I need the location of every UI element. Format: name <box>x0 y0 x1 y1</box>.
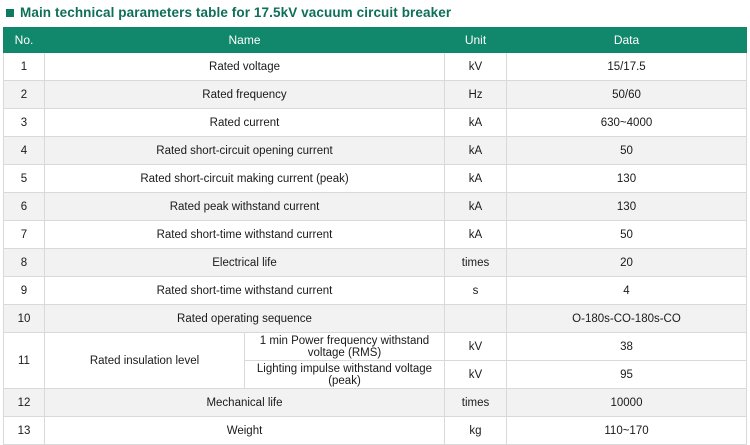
cell-name: Rated frequency <box>45 81 445 109</box>
cell-unit: kA <box>445 137 507 165</box>
table-row <box>4 81 747 109</box>
cell-data: 15/17.5 <box>507 53 747 81</box>
cell-name: Rated peak withstand current <box>45 193 445 221</box>
cell-data: 4 <box>507 277 747 305</box>
table-header-row <box>4 28 747 53</box>
cell-no: 8 <box>4 249 45 277</box>
cell-no: 5 <box>4 165 45 193</box>
table-header <box>4 28 747 53</box>
table-row <box>4 137 747 165</box>
table-row-group-first <box>4 333 747 361</box>
cell-name: Lighting impulse withstand voltage (peak) <box>245 361 445 389</box>
cell-name: Rated short-circuit making current (peak) <box>45 165 445 193</box>
cell-unit: times <box>445 249 507 277</box>
cell-data: 630~4000 <box>507 109 747 137</box>
cell-data: 50 <box>507 221 747 249</box>
cell-data: 50 <box>507 137 747 165</box>
cell-name: Electrical life <box>45 249 445 277</box>
table-row <box>4 221 747 249</box>
page-title-text: Main technical parameters table for 17.5kV vacuum circuit breaker <box>20 5 452 20</box>
cell-no: 2 <box>4 81 45 109</box>
cell-unit: kA <box>445 221 507 249</box>
cell-name: Rated short-time withstand current <box>45 277 445 305</box>
cell-data: 130 <box>507 193 747 221</box>
cell-unit: Hz <box>445 81 507 109</box>
bullet-icon <box>6 9 14 17</box>
technical-parameters-table <box>3 27 747 445</box>
cell-unit: s <box>445 277 507 305</box>
cell-unit: kg <box>445 417 507 445</box>
cell-data: 20 <box>507 249 747 277</box>
cell-no: 3 <box>4 109 45 137</box>
cell-no: 12 <box>4 389 45 417</box>
column-header-name: Name <box>45 28 445 53</box>
cell-name: 1 min Power frequency withstand voltage (RMS) <box>245 333 445 361</box>
cell-name: Rated voltage <box>45 53 445 81</box>
table-row <box>4 193 747 221</box>
cell-data: 130 <box>507 165 747 193</box>
cell-no: 9 <box>4 277 45 305</box>
table-row <box>4 305 747 333</box>
cell-no: 13 <box>4 417 45 445</box>
cell-unit: kV <box>445 333 507 361</box>
cell-data: 10000 <box>507 389 747 417</box>
table-body <box>4 53 747 445</box>
cell-unit: times <box>445 389 507 417</box>
cell-name: Rated short-circuit opening current <box>45 137 445 165</box>
cell-name: Rated current <box>45 109 445 137</box>
cell-data: 95 <box>507 361 747 389</box>
cell-no: 4 <box>4 137 45 165</box>
cell-no: 6 <box>4 193 45 221</box>
cell-data: O-180s-CO-180s-CO <box>507 305 747 333</box>
page-title <box>0 0 750 25</box>
table-row <box>4 165 747 193</box>
cell-group-label: Rated insulation level <box>45 333 245 389</box>
cell-unit: kV <box>445 53 507 81</box>
table-row <box>4 249 747 277</box>
cell-unit <box>445 305 507 333</box>
cell-data: 110~170 <box>507 417 747 445</box>
cell-no: 1 <box>4 53 45 81</box>
cell-unit: kV <box>445 361 507 389</box>
cell-name: Rated operating sequence <box>45 305 445 333</box>
column-header-no: No. <box>4 28 45 53</box>
table-row <box>4 109 747 137</box>
column-header-data: Data <box>507 28 747 53</box>
table-row <box>4 417 747 445</box>
cell-name: Rated short-time withstand current <box>45 221 445 249</box>
table-row <box>4 53 747 81</box>
cell-no: 10 <box>4 305 45 333</box>
cell-data: 38 <box>507 333 747 361</box>
cell-unit: kA <box>445 165 507 193</box>
table-row <box>4 277 747 305</box>
cell-name: Mechanical life <box>45 389 445 417</box>
cell-no: 7 <box>4 221 45 249</box>
column-header-unit: Unit <box>445 28 507 53</box>
cell-name: Weight <box>45 417 445 445</box>
cell-no: 11 <box>4 333 45 389</box>
cell-unit: kA <box>445 193 507 221</box>
table-row <box>4 389 747 417</box>
cell-data: 50/60 <box>507 81 747 109</box>
cell-unit: kA <box>445 109 507 137</box>
